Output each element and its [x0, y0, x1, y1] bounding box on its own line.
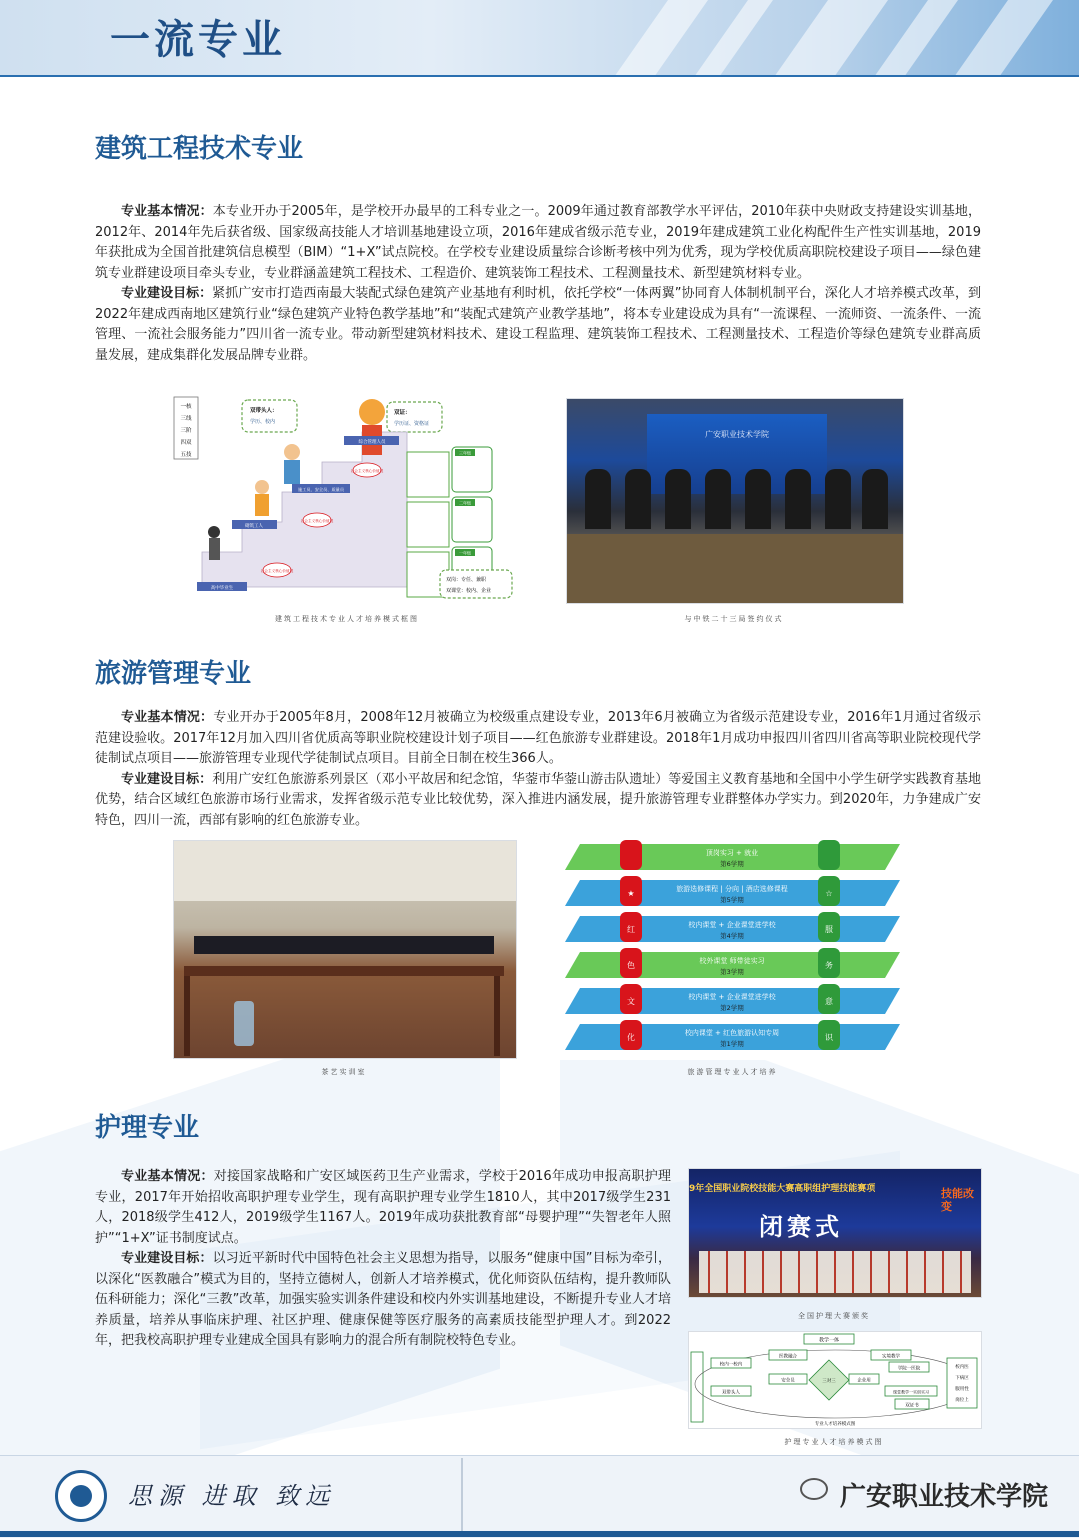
semester-text: 顶岗实习 + 就业	[705, 849, 759, 857]
box-bottom-label: 双岗：专任、兼职	[446, 577, 487, 583]
model-far-right: 下病区	[955, 1376, 969, 1381]
goal-label: 专业建设目标：	[121, 771, 213, 787]
closing-ceremony-text: 闭赛式	[759, 1213, 843, 1241]
basic-label: 专业基本情况：	[121, 1169, 214, 1184]
red-culture-char: 文	[627, 997, 635, 1006]
basic-label: 专业基本情况：	[121, 204, 213, 219]
signing-ceremony-photo	[566, 398, 904, 604]
box-right-sub: 学历证、资格证	[394, 421, 430, 427]
goal-text: 以习近平新时代中国特色社会主义思想为指导，以服务“健康中国”目标为牵引，以深化“医教融合”模式为目的，坚持立德树人，创新人才培养模式，优化师资队伍结构，提升教师队伍科研能力；深化“三教”改革，加强实验实训条件建设和校内外实训基地建设，不断提升专业人才培养质量，培养从事临床护理、社区护理、健康保健等医疗服务的高素质技能型护理人才。到2022年，把我校高职护理专业建成全国具有影响力的混合所有制院校特色专业。	[95, 1251, 671, 1348]
wechat-icon	[800, 1478, 828, 1500]
model-far-right: 校内医	[955, 1365, 969, 1370]
basic-text: 本专业开办于2005年，是学校开办最早的工科专业之一。2009年通过教育部教学水平评估，2010年获中央财政支持建设实训基地，2012年、2014年先后获省级、国家级高技能人才培训基地建设立项，2016年建成省级示范专业，2019年建成建筑工业化构配件生产性实训基地，2019年获批成为全国首批建筑信息模型（BIM）“1+X”试点院校。在学校专业建设质量综合诊断考核中列为优秀，现为学校优质高职院校建设子项目——绿色建筑专业群建设项目牵头专业，专业群涵盖建筑工程技术、工程造价、建筑装饰工程技术、工程测量技术、新型建筑材料专业。	[95, 204, 981, 281]
value-tag: 社会主义核心价值观	[260, 569, 294, 573]
model-right-box: 学院一医院	[897, 1366, 921, 1372]
model-mid-box: 医教融合	[779, 1354, 797, 1360]
caption-tourism-model: 旅游管理专业人才培养	[687, 1068, 778, 1076]
section-heading-nursing: 护理专业	[95, 1113, 200, 1143]
red-culture-char: 红	[627, 925, 635, 934]
tourism-text	[95, 708, 981, 831]
goal-text: 利用广安红色旅游系列景区（邓小平故居和纪念馆，华蓥市华蓥山游击队遗址）等爱国主义教育基地和全国中小学生研学实践教育基地优势，结合区域红色旅游市场行业需求，发挥省级示范专业比较优势，深入推进内涵发展，提升旅游管理专业群整体办学实力。到2020年，力争建成广安特色，四川一流，西部有影响的红色旅游专业。	[95, 771, 981, 828]
semester-text: 旅游选修课程 | 分向 | 酒店选修课程	[676, 885, 788, 893]
level-label: 高中毕业生	[210, 586, 234, 591]
term-tag: 三年级	[459, 450, 471, 456]
caption-nursing-model: 护理专业人才培养模式图	[784, 1438, 884, 1446]
tourism-training-model	[560, 838, 905, 1060]
model-far-right: 岗位上	[955, 1398, 969, 1403]
school-motto: 思源 进取 致远	[128, 1482, 336, 1510]
competition-banner-text: 9年全国职业院校技能大赛高职组护理技能赛项	[689, 1184, 876, 1194]
red-culture-char: 化	[627, 1033, 635, 1042]
construction-model-diagram	[172, 392, 522, 602]
level-label: 综合管理人员	[358, 440, 386, 445]
red-culture-char: ★	[627, 889, 635, 898]
red-culture-char: 色	[627, 961, 635, 970]
model-right-box: 实境教学	[882, 1354, 900, 1360]
semester-text: 校外课堂 师带徒实习	[699, 957, 765, 965]
service-char: 服	[825, 925, 833, 934]
level-label: 砌筑工人	[245, 524, 263, 529]
left-list-item: 四双	[180, 440, 192, 446]
left-list-item: 五技	[180, 452, 192, 458]
section-heading-tourism: 旅游管理专业	[95, 659, 252, 689]
footer-divider	[461, 1458, 463, 1534]
goal-label: 专业建设目标：	[121, 286, 213, 301]
model-left-box: 校内一校内	[719, 1362, 743, 1368]
service-block	[818, 840, 840, 870]
service-char: 识	[825, 1033, 833, 1042]
model-top: 教学一体	[818, 1337, 840, 1344]
model-right-box: 课堂教学一实训实习	[893, 1389, 929, 1395]
nursing-competition-photo	[688, 1168, 982, 1298]
semester-text: 校内课堂 + 企业课堂进学校	[688, 921, 776, 929]
page-title: 一流专业	[110, 16, 286, 63]
semester-text: 校内课堂 + 企业课堂进学校	[688, 993, 776, 1001]
box-top-label: 双带头人：	[250, 408, 278, 414]
box-top-sub: 学历、校内	[250, 419, 276, 425]
semester-term: 第5学期	[720, 896, 744, 904]
goal-text: 紧抓广安市打造西南最大装配式绿色建筑产业基地有利时机，依托学校“一体两翼”协同育人体制机制平台，深化人才培养模式改革，到2022年建成西南地区建筑行业“绿色建筑产业特色教学基地”和“装配式建筑产业教学基地”，将本专业建设成为具有“一流课程、一流师资、一流条件、一流管理、一流社会服务能力”四川省一流专业。带动新型建筑材料技术、建设工程监理、建筑装饰工程技术、工程测量技术、工程造价等绿色建筑专业群高质量发展，建成集群化发展品牌专业群。	[95, 286, 981, 363]
box-right-label: 双证：	[394, 410, 411, 416]
banner-text: 广安职业技术学院	[705, 430, 769, 439]
service-char: 意	[825, 997, 833, 1006]
semester-term: 第2学期	[720, 1004, 744, 1012]
basic-label: 专业基本情况：	[121, 710, 214, 725]
semester-term: 第4学期	[720, 932, 744, 940]
service-char: 务	[825, 961, 833, 970]
school-logo-icon	[55, 1470, 107, 1522]
service-char: ☆	[825, 889, 833, 898]
value-tag: 社会主义核心价值观	[350, 469, 384, 473]
term-tag: 二年级	[459, 500, 471, 506]
caption-tea-room: 茶艺实训室	[321, 1068, 367, 1076]
semester-term: 第6学期	[720, 860, 744, 868]
semester-term: 第3学期	[720, 968, 744, 976]
semester-text: 校内课堂 + 红色旅游认知专周	[684, 1029, 780, 1037]
basic-text: 专业开办于2005年8月，2008年12月被确立为校级重点建设专业，2013年6月被确立为省级示范建设专业，2016年1月通过省级示范建设验收。2017年12月加入四川省优质高等职业院校建设计划子项目——红色旅游专业群建设。2018年1月成功申报四川省四川省高等职业院校现代学徒制试点项目——旅游管理专业现代学徒制试点项目。目前全日制在校生366人。	[95, 710, 981, 766]
left-list-item: 三线	[180, 416, 192, 422]
model-right-box: 双证书	[905, 1403, 919, 1409]
tea-art-room-photo	[173, 840, 517, 1059]
side-slogan: 技能改变	[941, 1187, 974, 1213]
construction-text	[95, 202, 981, 366]
nursing-model-diagram	[688, 1331, 982, 1429]
red-culture-block	[620, 840, 642, 870]
nursing-text	[95, 1167, 671, 1352]
left-list-item: 三阶	[180, 428, 192, 434]
basic-text: 对接国家战略和广安区域医药卫生产业需求，学校于2016年成功申报高职护理专业，2017年开始招收高职护理专业学生，现有高职护理专业学生1810人，其中2017级学生231人，2018级学生412人，2019级学生1167人。2019年成功获批教育部“母婴护理”“失智老年人照护”“1+X”证书制度试点。	[95, 1169, 671, 1246]
semester-term: 第1学期	[720, 1040, 744, 1048]
model-center: 三对三	[822, 1379, 836, 1384]
caption-signing: 与中铁二十三局签约仪式	[684, 615, 784, 623]
term-tag: 一年级	[459, 550, 471, 556]
model-left-box: 双带头人	[722, 1390, 740, 1396]
level-label: 施工员、安全员、质量员	[297, 487, 345, 492]
left-list-item: 一核	[180, 404, 192, 410]
model-mid-box: 企业用	[857, 1378, 871, 1384]
box-bottom-label-2: 双课堂：校内、企业	[446, 588, 492, 594]
model-inner-caption: 专业人才培养模式图	[814, 1422, 856, 1427]
section-heading-construction: 建筑工程技术专业	[95, 134, 304, 164]
school-name: 广安职业技术学院	[840, 1482, 1049, 1512]
caption-construction-diagram: 建筑工程技术专业人才培养模式框图	[275, 615, 419, 623]
bottom-strip	[0, 1531, 1079, 1537]
goal-label: 专业建设目标：	[121, 1251, 213, 1266]
model-mid-box: 安全员	[781, 1378, 795, 1384]
caption-nursing-award: 全国护理大赛颁奖	[798, 1312, 870, 1320]
value-tag: 社会主义核心价值观	[300, 519, 334, 523]
model-far-right: 服用性	[955, 1387, 969, 1392]
